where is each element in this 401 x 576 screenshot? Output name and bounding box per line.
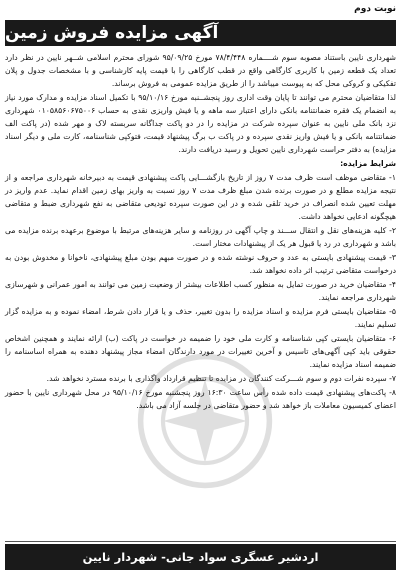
condition-item: ۴- متقاضیان خرید در صورت تمایل به منظور کسب اطلاعات بیشتر از وضعیت زمین می توانند به امور عمرانی و شهرسازی شهرداری مراجعه نمایند. (5, 280, 396, 302)
condition-item: ۲- کلیه هزینه‌های نقل و انتقال ســـند و چاپ آگهی در روزنامه و سایر هزینه‌های مرتبط با موضوع برعهده برنده مزایده می باشد و شهرداری در رد یا قبول هر یک از پیشنهادات مختار است. (5, 226, 396, 248)
condition-item: ۷- سپرده نفرات دوم و سوم شـــرکت کنندگان در مزایده تا تنظیم قرارداد واگذاری با برنده مسترد نخواهد شد. (46, 374, 396, 383)
condition-item: ۸- پاکت‌های پیشنهادی قیمت داده شده رأس ساعت ۱۶:۳۰ روز پنجشنبه مورخ ۹۵/۱۰/۱۶ در محل شهرداری نایین با حضور اعضای کمیسیون معاملات باز خواهد شد و حضور متقاضی در جلسه آزاد می باشد. (5, 388, 396, 410)
condition-item: ۱- متقاضی موظف است ظرف مدت ۷ روز از تاریخ بازگشـــایی پاکت پیشنهادی قیمت به دبیرخانه شهرداری مراجعه و از نتیجه مزایده مطلع و در صورت برنده شدن مبلغ ظرف مدت ۷ روز نسبت به واریز بهای زمین اقدام نماید. عدم واریز در مهلت تعیین شده انصراف در خرید تلقی شده و در این صورت سپرده تودیعی متقاضی به نفع شهرداری ضبط و متقاضی هیچگونه ادعایی نخواهد داشت. (5, 173, 396, 221)
header-row (5, 4, 396, 18)
mayor-signature-line: اردشیر عسگری سواد جانی- شهردار نایین (82, 550, 319, 564)
notice-round-label: نوبت دوم (354, 4, 396, 14)
condition-item: ۵- متقاضیان بایستی فرم مزایده و اسناد مزایده را بدون تغییر، حذف و یا قرار دادن شرط، امضاء نموده و به مزایده گزار تسلیم نمایند. (5, 307, 396, 329)
footer-banner (5, 544, 396, 570)
page-title: آگهی مزایده فروش زمین (5, 23, 219, 43)
condition-item: ۶- متقاضیان بایستی کپی شناسنامه و کارت ملی خود را ضمیمه در خواست در پاکت (ب) ارائه نمایند و همچنین اشخاص حقوقی باید کپی آگهی‌های تاسیس و آخرین تغییرات در مورد دارندگان امضاء مجاز پیشنهاد دهنده به همراه اساسنامه را ضمیمه اسناد مزایده نمایند. (5, 334, 396, 369)
title-banner (5, 20, 396, 46)
intro-paragraph: شهرداری نایین باستناد مصوبه سوم شــــماره ۷۸/۴/۴۴۸ مورخ ۹۵/۰۹/۲۵ شورای محترم اسلامی شــهر نایین در نظر دارد تعداد یک قطعه زمین با کاربری کارگاهی واقع در قطب کارگاهی را با قیمت پایه کارشناسی و با مشخصات جدول و پلان تفکیکی و کروکی محل که به پیوست میباشد را از طریق مزایده عمومی به فروش برساند. (5, 53, 396, 88)
submission-paragraph: لذا متقاضیان محترم می توانند تا پایان وقت اداری روز پنجشــنبه مورخ ۹۵/۱۰/۱۶ با تکمیل اسناد مزایده و مدارک مورد نیاز به انضمام یک فقره ضمانتنامه بانکی دارای اعتبار سه ماهه و یا فیش واریزی نقدی به حساب ۰۱۰۵۸۵۶۰۶۷۵۰۰۶ شهرداری نزد بانک ملی نایین به عنوان سپرده شرکت در مزایده را در دو پاکت جداگانه سربسته لاک و مهر شده (در پاکت الف ضمانتنامه بانکی و یا فیش واریز نقدی سپرده و در پاکت ب برگ پیشنهاد قیمت، فتوکپی شناسنامه، کارت ملی و دیگر اسناد مزایده) به دفتر حراست شهرداری نایین تحویل و رسید دریافت دارند. (5, 93, 396, 154)
notice-body (5, 51, 396, 412)
footer-divider (5, 541, 396, 542)
condition-item: ۳- قیمت پیشنهادی بایستی به عدد و حروف نوشته شده و در صورت مبهم بودن مبلغ پیشنهادی، ناخوانا و مخدوش بودن به درخواست متقاضی ترتیب اثر داده نخواهد شد. (5, 253, 396, 275)
conditions-heading: شرایط مزایده: (340, 159, 396, 168)
